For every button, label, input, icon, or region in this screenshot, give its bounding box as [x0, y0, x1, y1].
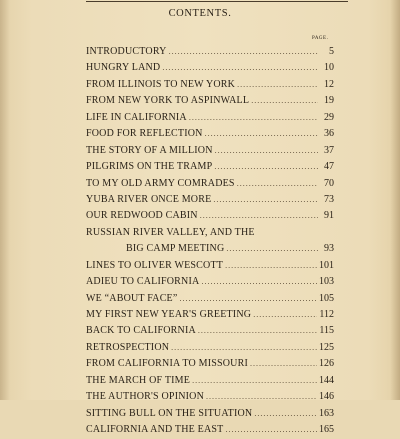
toc-entry-title: BACK TO CALIFORNIA [86, 325, 196, 337]
toc-entry-title: SITTING BULL ON THE SITUATION [86, 407, 253, 419]
page-column-label: PAGE. [312, 36, 329, 41]
leader-dots [215, 143, 318, 159]
leader-dots [214, 159, 318, 175]
toc-entry [86, 307, 334, 323]
toc-entry [86, 274, 334, 290]
toc-entry-title: RUSSIAN RIVER VALLEY, AND THE [86, 226, 255, 238]
leader-dots [200, 208, 318, 224]
toc-entry-title: LIFE IN CALIFORNIA [86, 111, 187, 123]
leader-dots [189, 110, 318, 126]
toc-entry-title: THE STORY OF A MILLION [86, 144, 213, 156]
toc-entry-page: 47 [324, 161, 334, 173]
toc-entry-title: FROM CALIFORNIA TO MISSOURI [86, 358, 249, 370]
leader-dots [254, 406, 317, 422]
toc-entry-title: TO MY OLD ARMY COMRADES [86, 177, 235, 189]
toc-entry [86, 77, 334, 93]
toc-entry-page: 73 [324, 193, 334, 205]
contents-heading: CONTENTS. [168, 8, 232, 19]
toc-entry [86, 60, 334, 76]
toc-entry [86, 406, 334, 422]
toc-entry [86, 93, 334, 109]
toc-entry-title: FOOD FOR REFLECTION [86, 128, 203, 140]
toc-entry-title: MY FIRST NEW YEAR'S GREETING [86, 309, 252, 320]
toc-entry-page: 12 [324, 78, 334, 90]
leader-dots [226, 241, 318, 257]
leader-dots [253, 307, 317, 323]
toc-entry [86, 323, 334, 339]
toc-entry-page: 105 [319, 292, 334, 304]
toc-entry [86, 143, 334, 159]
toc-entry [86, 208, 334, 224]
toc-entry [86, 44, 334, 60]
page-edge-shadow-right [390, 0, 400, 400]
toc-entry-page: 103 [319, 276, 334, 288]
toc-entry-title: FROM ILLINOIS TO NEW YORK [86, 78, 236, 90]
toc-entry [86, 176, 334, 192]
toc-entry-title: ADIEU TO CALIFORNIA [86, 276, 200, 288]
toc-entry-page: 101 [319, 259, 334, 271]
toc-entry [86, 159, 334, 175]
leader-dots [192, 373, 317, 389]
leader-dots [237, 176, 318, 192]
toc-entry-continuation [86, 241, 334, 257]
toc-entry-title: FROM NEW YORK TO ASPINWALL [86, 95, 250, 107]
leader-dots [206, 389, 317, 405]
leader-dots [169, 44, 318, 60]
leader-dots [237, 77, 318, 93]
leader-dots [205, 126, 318, 142]
toc-entry [86, 258, 334, 274]
toc-entry [86, 291, 334, 307]
toc-entry-page: 115 [319, 325, 334, 337]
toc-entry [86, 422, 334, 438]
toc-entry-title: HUNGRY LAND [86, 62, 161, 74]
toc-entry-title: BIG CAMP MEETING [126, 243, 225, 255]
toc-entry-page: 125 [319, 341, 334, 353]
page-edge-shadow-left [0, 0, 10, 400]
toc-entry-title: PILGRIMS ON THE TRAMP [86, 161, 213, 173]
toc-entry [86, 373, 334, 389]
toc-entry-page: 112 [319, 309, 334, 320]
toc-entry-page: 146 [319, 391, 334, 403]
leader-dots [171, 340, 317, 356]
leader-dots [201, 274, 317, 290]
toc-entry-title: OUR REDWOOD CABIN [86, 210, 198, 222]
leader-dots [162, 60, 318, 76]
toc-entry-title: INTRODUCTORY [86, 46, 167, 57]
toc-entry-title: CALIFORNIA AND THE EAST [86, 424, 224, 436]
toc-entry-title: RETROSPECTION [86, 341, 170, 353]
leader-dots [225, 258, 317, 274]
toc-entry-page: 126 [319, 358, 334, 370]
leader-dots [198, 323, 317, 339]
toc-entry-page: 10 [324, 62, 334, 74]
leader-dots [250, 356, 317, 372]
toc-entry-title: WE “ABOUT FACE” [86, 292, 178, 304]
top-rule [86, 1, 348, 2]
toc-entry-page: 36 [324, 128, 334, 140]
leader-dots [225, 422, 317, 438]
toc-entry [86, 192, 334, 208]
leader-dots [251, 93, 318, 109]
toc-entry-page: 37 [324, 144, 334, 156]
toc-entry-title: THE MARCH OF TIME [86, 374, 191, 386]
toc-entry [86, 340, 334, 356]
toc-entry-page: 70 [324, 177, 334, 189]
toc-entry-page: 165 [319, 424, 334, 436]
toc-entry-page: 93 [324, 243, 334, 255]
toc-entry-page: 29 [324, 111, 334, 123]
toc-entry-title: LINES TO OLIVER WESCOTT [86, 259, 224, 271]
toc-entry-title: YUBA RIVER ONCE MORE [86, 193, 212, 205]
toc-entry-page: 163 [319, 407, 334, 419]
toc-entry-page: 5 [329, 46, 334, 57]
toc-entry-page: 19 [324, 95, 334, 107]
toc-entry-title: THE AUTHOR'S OPINION [86, 391, 205, 403]
toc-entry [86, 356, 334, 372]
toc-entry [86, 389, 334, 405]
toc-entry [86, 225, 334, 241]
leader-dots [213, 192, 318, 208]
toc-entry-page: 91 [324, 210, 334, 222]
toc-entry [86, 110, 334, 126]
toc-entry [86, 126, 334, 142]
table-of-contents [86, 44, 334, 439]
leader-dots [180, 291, 317, 307]
toc-entry-page: 144 [319, 374, 334, 386]
